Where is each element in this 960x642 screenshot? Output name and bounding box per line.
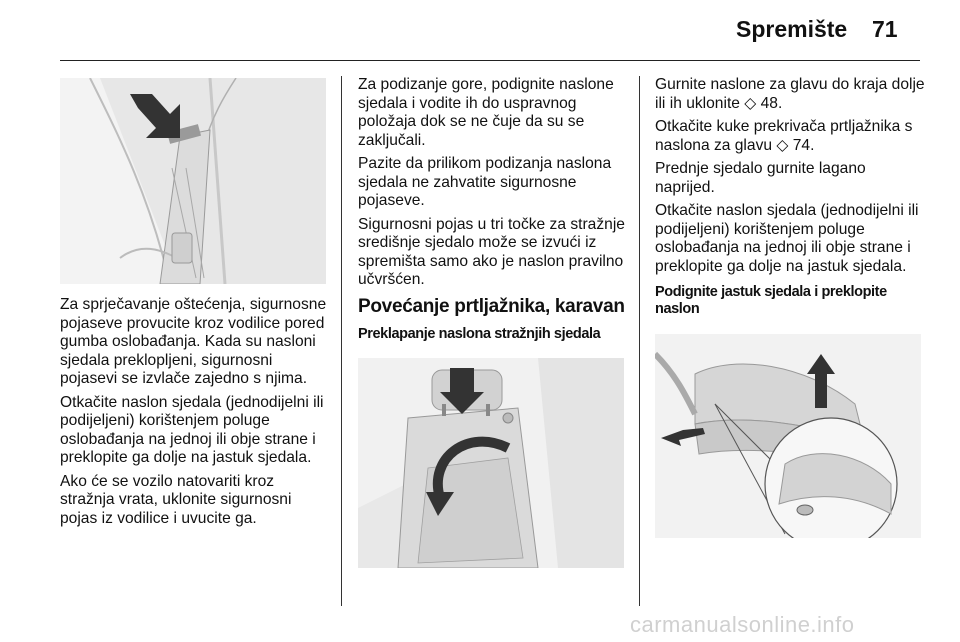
page-ref[interactable]: 48. (760, 94, 783, 112)
column-3 (655, 76, 925, 324)
paragraph: Sigurnosni pojas u tri točke za stražnje središnje sjedalo može se izvući iz spremišta samo ako je naslon pravilno učvršćen. (358, 215, 625, 288)
paragraph-text: Gurnite naslone za glavu do kraja dolje ili ih uklonite (655, 76, 925, 112)
paragraph: Za sprječavanje oštećenja, sigurnosne pojaseve provucite kroz vodilice pored gumba oslobađanja. Kada su nasloni sjedala preklopljeni, sigurnosni pojasevi se izvlače zajedno s njima. (60, 296, 327, 387)
page-number: 71 (872, 16, 898, 42)
paragraph (655, 118, 925, 155)
seatback-fold-illustration (358, 358, 624, 568)
seat-cushion-lift-illustration (655, 334, 921, 538)
page-title: Spremište (736, 16, 848, 42)
paragraph: Za podizanje gore, podignite naslone sjedala i vodite ih do uspravnog položaja dok se ne čuje da su se zaključali. (358, 76, 614, 149)
seatbelt-guide-illustration (60, 78, 326, 284)
paragraph: Otkačite naslon sjedala (jednodijelni ili podijeljeni) korištenjem poluge oslobađanja na jednoj ili obje strane i preklopite ga dolje na jastuk sjedala. (655, 202, 919, 275)
page-ref[interactable]: 74. (792, 136, 815, 154)
subheading: Podignite jastuk sjedala i preklopite naslon (655, 284, 887, 317)
header-rule (60, 60, 920, 61)
paragraph (655, 76, 925, 113)
watermark: carmanualsonline.info (630, 612, 855, 637)
column-divider-1 (341, 76, 342, 606)
column-1 (60, 296, 332, 533)
paragraph: Pazite da prilikom podizanja naslona sjedala ne zahvatite sigurnosne pojaseve. (358, 155, 612, 209)
column-divider-2 (639, 76, 640, 606)
paragraph: Otkačite naslon sjedala (jednodijelni ili podijeljeni) korištenjem poluge oslobađanja na jednoj ili obje strane i preklopite ga dolje na jastuk sjedala. (60, 393, 324, 466)
paragraph: Ako će se vozilo natovariti kroz stražnja vrata, uklonite sigurnosni pojas iz vodilice i uvucite ga. (60, 472, 292, 527)
section-heading: Povećanje prtljažnika, karavan (358, 295, 625, 317)
column-2 (358, 76, 632, 349)
subheading: Preklapanje naslona stražnjih sjedala (358, 325, 601, 342)
page-ref-icon: ◇ (776, 136, 789, 154)
paragraph: Prednje sjedalo gurnite lagano naprijed. (655, 160, 866, 196)
paragraph-text: Otkačite kuke prekrivača prtljažnika s naslona za glavu (655, 118, 913, 154)
page-ref-icon: ◇ (744, 94, 757, 112)
